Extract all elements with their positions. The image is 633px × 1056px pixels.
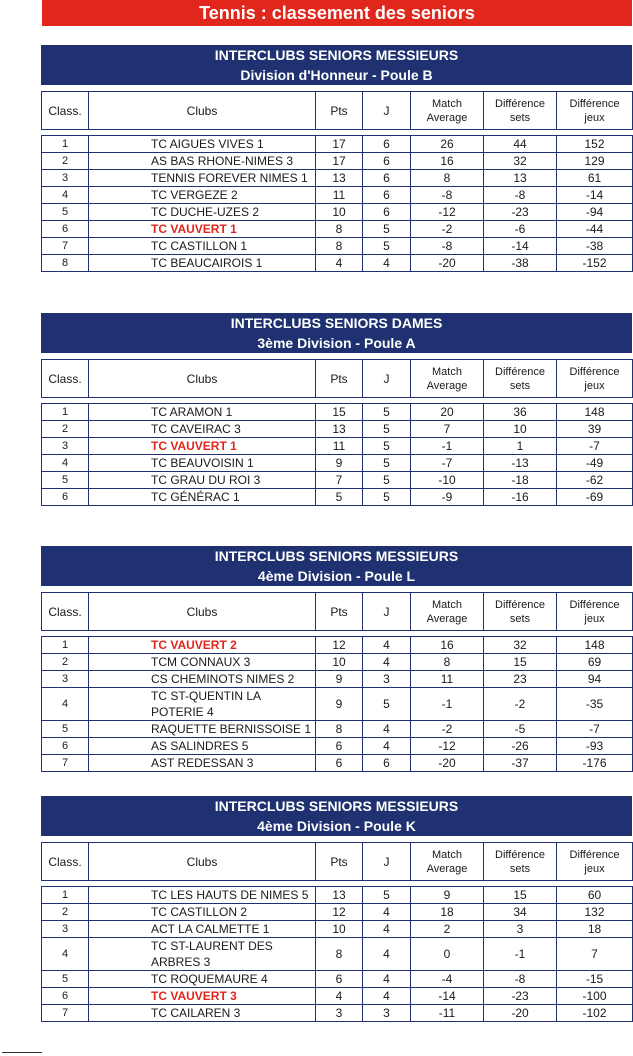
cell-matches-played: 5 bbox=[363, 489, 411, 506]
standings-section bbox=[41, 45, 632, 272]
cell-club: TC ST-LAURENT DES ARBRES 3 bbox=[89, 938, 316, 971]
column-header-club: Clubs bbox=[89, 843, 316, 881]
cell-game-difference: 69 bbox=[557, 654, 633, 671]
cell-match-average: -10 bbox=[411, 472, 484, 489]
standings-header bbox=[41, 359, 633, 398]
cell-matches-played: 4 bbox=[363, 721, 411, 738]
cell-rank: 5 bbox=[42, 721, 89, 738]
cell-set-difference: -38 bbox=[484, 255, 557, 272]
cell-game-difference: 7 bbox=[557, 938, 633, 971]
cell-points: 11 bbox=[316, 187, 363, 204]
standings-header bbox=[41, 842, 633, 881]
cell-rank: 1 bbox=[42, 637, 89, 654]
cell-set-difference: 3 bbox=[484, 921, 557, 938]
column-header-rank: Class. bbox=[42, 92, 89, 130]
column-header-rank: Class. bbox=[42, 843, 89, 881]
cell-club: TC ST-QUENTIN LA POTERIE 4 bbox=[89, 688, 316, 721]
cell-match-average: -14 bbox=[411, 988, 484, 1005]
table-row bbox=[42, 204, 633, 221]
cell-matches-played: 6 bbox=[363, 170, 411, 187]
cell-set-difference: -6 bbox=[484, 221, 557, 238]
cell-set-difference: 1 bbox=[484, 438, 557, 455]
cell-match-average: 7 bbox=[411, 421, 484, 438]
cell-match-average: 9 bbox=[411, 887, 484, 904]
cell-set-difference: -2 bbox=[484, 688, 557, 721]
cell-game-difference: 18 bbox=[557, 921, 633, 938]
cell-matches-played: 4 bbox=[363, 904, 411, 921]
standings-header bbox=[41, 91, 633, 130]
table-row bbox=[42, 904, 633, 921]
table-row bbox=[42, 721, 633, 738]
cell-set-difference: -16 bbox=[484, 489, 557, 506]
cell-club: ACT LA CALMETTE 1 bbox=[89, 921, 316, 938]
cell-matches-played: 6 bbox=[363, 187, 411, 204]
table-row bbox=[42, 988, 633, 1005]
table-row bbox=[42, 755, 633, 772]
column-header-set-difference: Différence sets bbox=[484, 92, 557, 130]
cell-matches-played: 6 bbox=[363, 136, 411, 153]
cell-points: 10 bbox=[316, 654, 363, 671]
column-header-points: Pts bbox=[316, 843, 363, 881]
cell-rank: 4 bbox=[42, 187, 89, 204]
table-row bbox=[42, 1005, 633, 1022]
cell-set-difference: 10 bbox=[484, 421, 557, 438]
cell-rank: 5 bbox=[42, 472, 89, 489]
standings-section bbox=[41, 796, 632, 1022]
cell-set-difference: -23 bbox=[484, 988, 557, 1005]
cell-rank: 7 bbox=[42, 1005, 89, 1022]
cell-match-average: 2 bbox=[411, 921, 484, 938]
cell-club: CS CHEMINOTS NIMES 2 bbox=[89, 671, 316, 688]
cell-match-average: -12 bbox=[411, 204, 484, 221]
cell-set-difference: 32 bbox=[484, 153, 557, 170]
cell-rank: 7 bbox=[42, 238, 89, 255]
cell-rank: 3 bbox=[42, 921, 89, 938]
section-title: INTERCLUBS SENIORS MESSIEURS bbox=[214, 47, 459, 63]
cell-club: TC CAVEIRAC 3 bbox=[89, 421, 316, 438]
cell-club: RAQUETTE BERNISSOISE 1 bbox=[89, 721, 316, 738]
cell-points: 9 bbox=[316, 688, 363, 721]
cell-match-average: -20 bbox=[411, 755, 484, 772]
column-header-game-difference: Différence jeux bbox=[557, 843, 633, 881]
table-row bbox=[42, 187, 633, 204]
cell-points: 8 bbox=[316, 721, 363, 738]
cell-rank: 5 bbox=[42, 204, 89, 221]
cell-matches-played: 4 bbox=[363, 988, 411, 1005]
cell-points: 17 bbox=[316, 153, 363, 170]
cell-match-average: -1 bbox=[411, 688, 484, 721]
cell-rank: 6 bbox=[42, 738, 89, 755]
cell-matches-played: 6 bbox=[363, 204, 411, 221]
cell-matches-played: 3 bbox=[363, 1005, 411, 1022]
table-row bbox=[42, 938, 633, 971]
standings-section bbox=[41, 546, 632, 772]
section-header bbox=[41, 45, 632, 85]
cell-points: 8 bbox=[316, 938, 363, 971]
cell-club: TC VERGEZE 2 bbox=[89, 187, 316, 204]
cell-matches-played: 5 bbox=[363, 238, 411, 255]
cell-club: TCM CONNAUX 3 bbox=[89, 654, 316, 671]
standings-header bbox=[41, 592, 633, 631]
table-row bbox=[42, 921, 633, 938]
cell-club: AS BAS RHONE-NIMES 3 bbox=[89, 153, 316, 170]
cell-points: 8 bbox=[316, 221, 363, 238]
column-header-matches-played: J bbox=[363, 843, 411, 881]
table-row bbox=[42, 255, 633, 272]
cell-club: TC VAUVERT 1 bbox=[89, 438, 316, 455]
cell-matches-played: 5 bbox=[363, 472, 411, 489]
cell-matches-played: 5 bbox=[363, 455, 411, 472]
cell-points: 8 bbox=[316, 238, 363, 255]
cell-rank: 6 bbox=[42, 221, 89, 238]
cell-set-difference: -18 bbox=[484, 472, 557, 489]
cell-game-difference: -7 bbox=[557, 721, 633, 738]
cell-club: AST REDESSAN 3 bbox=[89, 755, 316, 772]
cell-club: TC DUCHE-UZES 2 bbox=[89, 204, 316, 221]
section-header bbox=[41, 313, 632, 353]
column-header-game-difference: Différence jeux bbox=[557, 92, 633, 130]
cell-match-average: 16 bbox=[411, 637, 484, 654]
cell-game-difference: 94 bbox=[557, 671, 633, 688]
table-row bbox=[42, 472, 633, 489]
cell-game-difference: -176 bbox=[557, 755, 633, 772]
table-row bbox=[42, 971, 633, 988]
cell-game-difference: 148 bbox=[557, 404, 633, 421]
cell-points: 3 bbox=[316, 1005, 363, 1022]
cell-rank: 2 bbox=[42, 153, 89, 170]
table-row bbox=[42, 221, 633, 238]
cell-matches-played: 5 bbox=[363, 221, 411, 238]
cell-rank: 8 bbox=[42, 255, 89, 272]
column-header-game-difference: Différence jeux bbox=[557, 360, 633, 398]
cell-matches-played: 3 bbox=[363, 671, 411, 688]
cell-game-difference: -62 bbox=[557, 472, 633, 489]
standings-table bbox=[41, 135, 633, 272]
cell-matches-played: 6 bbox=[363, 153, 411, 170]
cell-rank: 4 bbox=[42, 938, 89, 971]
column-header-set-difference: Différence sets bbox=[484, 360, 557, 398]
cell-matches-played: 4 bbox=[363, 938, 411, 971]
cell-points: 11 bbox=[316, 438, 363, 455]
cell-points: 4 bbox=[316, 988, 363, 1005]
cell-game-difference: -35 bbox=[557, 688, 633, 721]
cell-set-difference: -1 bbox=[484, 938, 557, 971]
table-row bbox=[42, 136, 633, 153]
cell-matches-played: 5 bbox=[363, 688, 411, 721]
column-header-club: Clubs bbox=[89, 593, 316, 631]
cell-set-difference: 15 bbox=[484, 887, 557, 904]
cell-points: 6 bbox=[316, 738, 363, 755]
column-header-match-average: Match Average bbox=[411, 92, 484, 130]
section-title: INTERCLUBS SENIORS DAMES bbox=[230, 315, 443, 331]
cell-set-difference: -8 bbox=[484, 971, 557, 988]
cell-club: TC CASTILLON 1 bbox=[89, 238, 316, 255]
table-row bbox=[42, 637, 633, 654]
cell-matches-played: 4 bbox=[363, 654, 411, 671]
cell-match-average: -20 bbox=[411, 255, 484, 272]
column-header-set-difference: Différence sets bbox=[484, 843, 557, 881]
cell-set-difference: 32 bbox=[484, 637, 557, 654]
table-row bbox=[42, 738, 633, 755]
cell-game-difference: -102 bbox=[557, 1005, 633, 1022]
section-subtitle: 4ème Division - Poule L bbox=[257, 568, 416, 584]
cell-match-average: 0 bbox=[411, 938, 484, 971]
cell-game-difference: -49 bbox=[557, 455, 633, 472]
cell-points: 15 bbox=[316, 404, 363, 421]
cell-points: 5 bbox=[316, 489, 363, 506]
cell-rank: 3 bbox=[42, 438, 89, 455]
section-header bbox=[41, 796, 632, 836]
column-header-matches-played: J bbox=[363, 593, 411, 631]
cell-rank: 4 bbox=[42, 688, 89, 721]
cell-matches-played: 4 bbox=[363, 255, 411, 272]
column-header-game-difference: Différence jeux bbox=[557, 593, 633, 631]
cell-rank: 1 bbox=[42, 404, 89, 421]
cell-match-average: -2 bbox=[411, 221, 484, 238]
table-row bbox=[42, 489, 633, 506]
cell-match-average: 26 bbox=[411, 136, 484, 153]
cell-club: TC BEAUVOISIN 1 bbox=[89, 455, 316, 472]
section-title: INTERCLUBS SENIORS MESSIEURS bbox=[214, 798, 459, 814]
cell-matches-played: 6 bbox=[363, 755, 411, 772]
cell-points: 9 bbox=[316, 455, 363, 472]
cell-matches-played: 5 bbox=[363, 421, 411, 438]
cell-rank: 6 bbox=[42, 988, 89, 1005]
table-row bbox=[42, 153, 633, 170]
cell-set-difference: 15 bbox=[484, 654, 557, 671]
cell-rank: 1 bbox=[42, 136, 89, 153]
cell-game-difference: -7 bbox=[557, 438, 633, 455]
cell-matches-played: 4 bbox=[363, 921, 411, 938]
cell-set-difference: -37 bbox=[484, 755, 557, 772]
cell-rank: 3 bbox=[42, 170, 89, 187]
cell-set-difference: 44 bbox=[484, 136, 557, 153]
cell-game-difference: 61 bbox=[557, 170, 633, 187]
cell-game-difference: -15 bbox=[557, 971, 633, 988]
cell-rank: 5 bbox=[42, 971, 89, 988]
table-row bbox=[42, 170, 633, 187]
section-title: INTERCLUBS SENIORS MESSIEURS bbox=[214, 548, 459, 564]
cell-club: TC ROQUEMAURE 4 bbox=[89, 971, 316, 988]
cell-set-difference: -5 bbox=[484, 721, 557, 738]
cell-set-difference: -23 bbox=[484, 204, 557, 221]
cell-set-difference: 36 bbox=[484, 404, 557, 421]
cell-game-difference: -100 bbox=[557, 988, 633, 1005]
column-header-rank: Class. bbox=[42, 593, 89, 631]
cell-club: TC VAUVERT 1 bbox=[89, 221, 316, 238]
column-header-matches-played: J bbox=[363, 360, 411, 398]
section-subtitle: 3ème Division - Poule A bbox=[257, 335, 416, 351]
cell-points: 17 bbox=[316, 136, 363, 153]
cell-rank: 6 bbox=[42, 489, 89, 506]
cell-set-difference: -13 bbox=[484, 455, 557, 472]
section-subtitle: 4ème Division - Poule K bbox=[257, 818, 416, 834]
column-header-points: Pts bbox=[316, 360, 363, 398]
cell-set-difference: 13 bbox=[484, 170, 557, 187]
table-row bbox=[42, 404, 633, 421]
cell-match-average: 16 bbox=[411, 153, 484, 170]
cell-game-difference: 129 bbox=[557, 153, 633, 170]
column-header-points: Pts bbox=[316, 593, 363, 631]
cell-points: 6 bbox=[316, 755, 363, 772]
cell-match-average: -9 bbox=[411, 489, 484, 506]
table-row bbox=[42, 654, 633, 671]
cell-game-difference: 132 bbox=[557, 904, 633, 921]
table-row bbox=[42, 688, 633, 721]
cell-match-average: 20 bbox=[411, 404, 484, 421]
column-header-set-difference: Différence sets bbox=[484, 593, 557, 631]
cell-club: TC LES HAUTS DE NIMES 5 bbox=[89, 887, 316, 904]
cell-match-average: 8 bbox=[411, 170, 484, 187]
cell-matches-played: 4 bbox=[363, 738, 411, 755]
column-header-matches-played: J bbox=[363, 92, 411, 130]
cell-rank: 3 bbox=[42, 671, 89, 688]
cell-club: TC AIGUES VIVES 1 bbox=[89, 136, 316, 153]
cell-game-difference: 60 bbox=[557, 887, 633, 904]
table-row bbox=[42, 887, 633, 904]
standings-section bbox=[41, 313, 632, 506]
cell-game-difference: -152 bbox=[557, 255, 633, 272]
cell-points: 13 bbox=[316, 887, 363, 904]
cell-points: 6 bbox=[316, 971, 363, 988]
column-header-club: Clubs bbox=[89, 92, 316, 130]
cell-match-average: -2 bbox=[411, 721, 484, 738]
cell-game-difference: 39 bbox=[557, 421, 633, 438]
standings-table bbox=[41, 403, 633, 506]
cell-match-average: -12 bbox=[411, 738, 484, 755]
column-header-rank: Class. bbox=[42, 360, 89, 398]
cell-matches-played: 5 bbox=[363, 404, 411, 421]
cell-matches-played: 4 bbox=[363, 637, 411, 654]
cell-game-difference: -44 bbox=[557, 221, 633, 238]
cell-game-difference: -69 bbox=[557, 489, 633, 506]
cell-club: TC BEAUCAIROIS 1 bbox=[89, 255, 316, 272]
cell-matches-played: 4 bbox=[363, 971, 411, 988]
cell-match-average: 11 bbox=[411, 671, 484, 688]
cell-game-difference: 148 bbox=[557, 637, 633, 654]
cell-club: TC CASTILLON 2 bbox=[89, 904, 316, 921]
divider bbox=[2, 1052, 42, 1053]
cell-set-difference: 23 bbox=[484, 671, 557, 688]
cell-points: 13 bbox=[316, 170, 363, 187]
cell-rank: 1 bbox=[42, 887, 89, 904]
cell-club: TC GRAU DU ROI 3 bbox=[89, 472, 316, 489]
cell-set-difference: -14 bbox=[484, 238, 557, 255]
standings-table bbox=[41, 886, 633, 1022]
cell-rank: 2 bbox=[42, 654, 89, 671]
cell-points: 13 bbox=[316, 421, 363, 438]
cell-rank: 7 bbox=[42, 755, 89, 772]
cell-set-difference: -8 bbox=[484, 187, 557, 204]
cell-points: 7 bbox=[316, 472, 363, 489]
cell-club: TC VAUVERT 2 bbox=[89, 637, 316, 654]
cell-club: TENNIS FOREVER NIMES 1 bbox=[89, 170, 316, 187]
column-header-match-average: Match Average bbox=[411, 360, 484, 398]
cell-game-difference: -93 bbox=[557, 738, 633, 755]
cell-set-difference: -26 bbox=[484, 738, 557, 755]
cell-match-average: -8 bbox=[411, 187, 484, 204]
section-header bbox=[41, 546, 632, 586]
cell-points: 9 bbox=[316, 671, 363, 688]
cell-points: 4 bbox=[316, 255, 363, 272]
cell-game-difference: 152 bbox=[557, 136, 633, 153]
cell-game-difference: -94 bbox=[557, 204, 633, 221]
cell-matches-played: 5 bbox=[363, 887, 411, 904]
cell-rank: 2 bbox=[42, 421, 89, 438]
cell-points: 10 bbox=[316, 921, 363, 938]
cell-club: TC ARAMON 1 bbox=[89, 404, 316, 421]
column-header-match-average: Match Average bbox=[411, 843, 484, 881]
cell-set-difference: -20 bbox=[484, 1005, 557, 1022]
table-row bbox=[42, 421, 633, 438]
table-row bbox=[42, 671, 633, 688]
cell-match-average: -8 bbox=[411, 238, 484, 255]
cell-match-average: -4 bbox=[411, 971, 484, 988]
cell-match-average: 8 bbox=[411, 654, 484, 671]
standings-table bbox=[41, 636, 633, 772]
cell-match-average: 18 bbox=[411, 904, 484, 921]
cell-rank: 2 bbox=[42, 904, 89, 921]
table-row bbox=[42, 438, 633, 455]
cell-club: AS SALINDRES 5 bbox=[89, 738, 316, 755]
cell-match-average: -1 bbox=[411, 438, 484, 455]
cell-points: 12 bbox=[316, 904, 363, 921]
section-subtitle: Division d'Honneur - Poule B bbox=[240, 67, 433, 83]
cell-match-average: -11 bbox=[411, 1005, 484, 1022]
cell-match-average: -7 bbox=[411, 455, 484, 472]
column-header-club: Clubs bbox=[89, 360, 316, 398]
cell-game-difference: -14 bbox=[557, 187, 633, 204]
cell-set-difference: 34 bbox=[484, 904, 557, 921]
cell-club: TC GÉNÉRAC 1 bbox=[89, 489, 316, 506]
cell-club: TC CAILAREN 3 bbox=[89, 1005, 316, 1022]
page-title: Tennis : classement des seniors bbox=[42, 0, 632, 26]
column-header-points: Pts bbox=[316, 92, 363, 130]
cell-club: TC VAUVERT 3 bbox=[89, 988, 316, 1005]
column-header-match-average: Match Average bbox=[411, 593, 484, 631]
cell-rank: 4 bbox=[42, 455, 89, 472]
table-row bbox=[42, 455, 633, 472]
cell-matches-played: 5 bbox=[363, 438, 411, 455]
table-row bbox=[42, 238, 633, 255]
cell-points: 12 bbox=[316, 637, 363, 654]
cell-points: 10 bbox=[316, 204, 363, 221]
cell-game-difference: -38 bbox=[557, 238, 633, 255]
